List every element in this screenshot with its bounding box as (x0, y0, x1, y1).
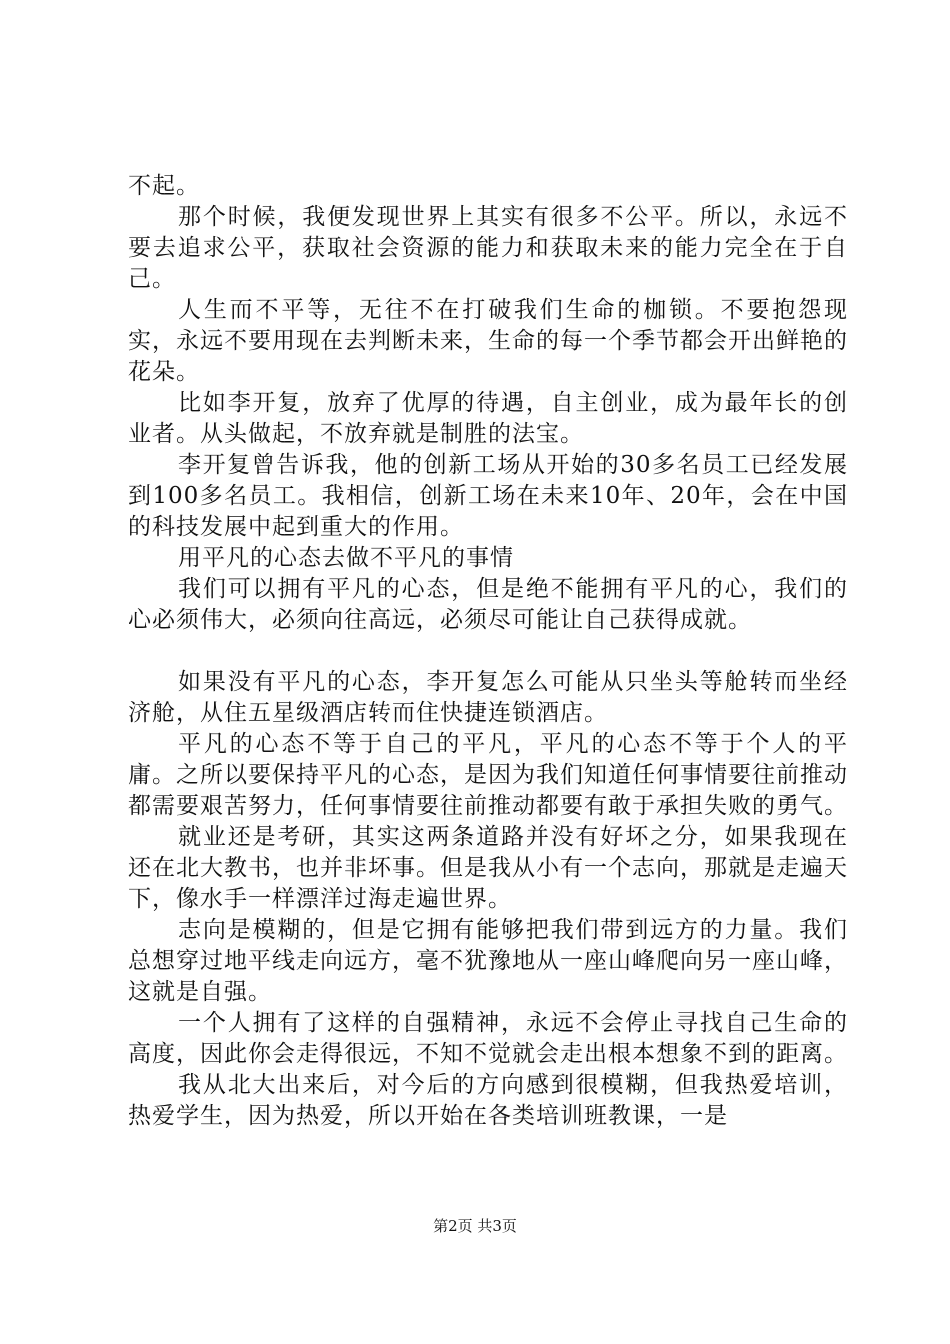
paragraph: 我从北大出来后，对今后的方向感到很模糊，但我热爱培训，热爱学生，因为热爱，所以开始在各类培训班教课，一是 (128, 1072, 848, 1129)
paragraph-continuation: 不起。 (128, 173, 200, 199)
section-heading: 用平凡的心态去做不平凡的事情 (178, 545, 514, 571)
paragraph: 比如李开复，放弃了优厚的待遇，自主创业，成为最年长的创业者。从头做起，不放弃就是制胜的法宝。 (128, 390, 848, 447)
page-number-footer: 第2页 共3页 (433, 1217, 517, 1235)
paragraph: 一个人拥有了这样的自强精神，永远不会停止寻找自己生命的高度，因此你会走得很远，不知不觉就会走出根本想象不到的距离。 (128, 1010, 848, 1067)
paragraph: 平凡的心态不等于自己的平凡，平凡的心态不等于个人的平庸。之所以要保持平凡的心态，是因为我们知道任何事情要往前推动都需要艰苦努力，任何事情要往前推动都要有敢于承担失败的勇气。 (128, 731, 848, 819)
paragraph: 那个时候，我便发现世界上其实有很多不公平。所以，永远不要去追求公平，获取社会资源的能力和获取未来的能力完全在于自己。 (128, 204, 848, 292)
paragraph: 人生而不平等，无往不在打破我们生命的枷锁。不要抱怨现实，永远不要用现在去判断未来，生命的每一个季节都会开出鲜艳的花朵。 (128, 297, 848, 385)
document-body (128, 171, 848, 1132)
paragraph: 如果没有平凡的心态，李开复怎么可能从只坐头等舱转而坐经济舱，从住五星级酒店转而住快捷连锁酒店。 (128, 669, 848, 726)
paragraph: 李开复曾告诉我，他的创新工场从开始的30多名员工已经发展到100多名员工。我相信，创新工场在未来10年、20年，会在中国的科技发展中起到重大的作用。 (128, 452, 848, 540)
paragraph: 我们可以拥有平凡的心态，但是绝不能拥有平凡的心，我们的心必须伟大，必须向往高远，必须尽可能让自己获得成就。 (128, 576, 848, 633)
paragraph: 就业还是考研，其实这两条道路并没有好坏之分，如果我现在还在北大教书，也并非坏事。但是我从小有一个志向，那就是走遍天下，像水手一样漂洋过海走遍世界。 (128, 824, 848, 912)
paragraph: 志向是模糊的，但是它拥有能够把我们带到远方的力量。我们总想穿过地平线走向远方，毫不犹豫地从一座山峰爬向另一座山峰，这就是自强。 (128, 917, 848, 1005)
